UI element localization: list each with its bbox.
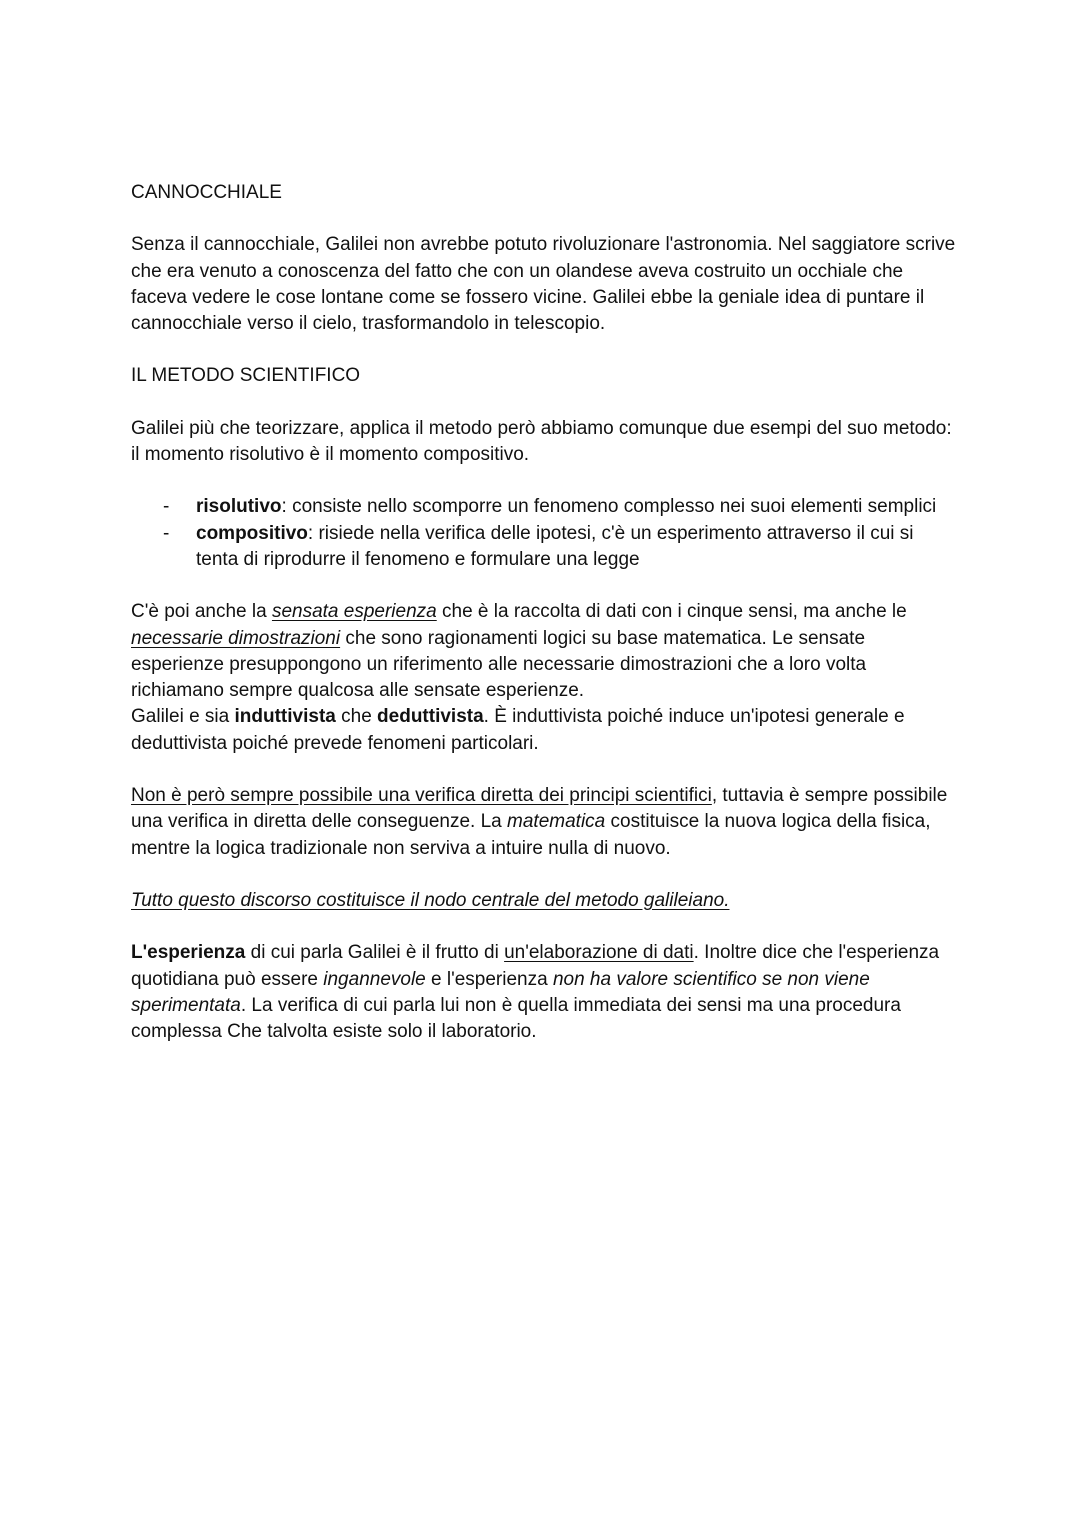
term-deduttivista: deduttivista xyxy=(377,706,484,728)
term-ingannevole: ingannevole xyxy=(323,968,426,990)
text-run: che xyxy=(335,706,378,728)
section-heading-metodo: IL METODO SCIENTIFICO xyxy=(131,365,361,387)
document-page xyxy=(131,180,961,1071)
list-item xyxy=(163,521,961,574)
paragraph-induttivista xyxy=(131,704,961,757)
paragraph-nodo-centrale xyxy=(131,888,961,914)
text-run: di cui parla Galilei è il frutto di xyxy=(245,942,505,964)
text-run: che è la raccolta di dati con i cinque sensi, ma anche le xyxy=(436,601,907,623)
list-item xyxy=(163,494,961,520)
text-run: costituisce la nuova logica della fisica, mentre la logica tradizionale non serviva a intuire nulla di nuovo. xyxy=(131,811,931,859)
underlined-statement: Non è però sempre possibile una verifica diretta dei principi scientifici xyxy=(131,785,712,807)
paragraph-verifica xyxy=(131,783,961,862)
term-risolutivo: risolutivo xyxy=(196,496,282,518)
text-run: . È induttivista poiché induce un'ipotesi generale e deduttivista poiché prevede fenomeni particolari. xyxy=(131,706,905,754)
underlined-italic-statement: Tutto questo discorso costituisce il nodo centrale del metodo galileiano. xyxy=(131,889,730,911)
paragraph-esperienza xyxy=(131,940,961,1045)
dash-bullet: - xyxy=(163,522,170,544)
text-run: che sono ragionamenti logici su base matematica. Le sensate esperienze presuppongono un riferimento alle necessarie dimostrazioni che a loro volta richiamano sempre qualcosa alle sensate esperienze. xyxy=(131,627,867,702)
paragraph-cannocchiale: Senza il cannocchiale, Galilei non avrebbe potuto rivoluzionare l'astronomia. Nel saggiatore scrive che era venuto a conoscenza del fatto che con un olandese aveva costruito un occhiale che faceva vedere le cose lontane come se fossero vicine. Galilei ebbe la geniale idea di puntare il cannocchiale verso il cielo, trasformandolo in telescopio. xyxy=(131,234,956,335)
definition-risolutivo: : consiste nello scomporre un fenomeno complesso nei suoi elementi semplici xyxy=(281,496,937,518)
text-run: e l'esperienza xyxy=(425,968,553,990)
paragraph-metodo-intro: Galilei più che teorizzare, applica il metodo però abbiamo comunque due esempi del suo metodo: il momento risolutivo è il momento compositivo. xyxy=(131,417,952,466)
text-run: . La verifica di cui parla lui non è quella immediata dei sensi ma una procedura complessa Che talvolta esiste solo il laboratorio. xyxy=(131,994,901,1043)
text-run: C'è poi anche la xyxy=(131,601,272,623)
underlined-elaborazione: un'elaborazione di dati xyxy=(504,942,694,964)
dash-bullet: - xyxy=(163,496,170,518)
text-run: Galilei e sia xyxy=(131,706,235,728)
term-compositivo: compositivo xyxy=(196,522,308,544)
text-run: , tuttavia è sempre possibile una verifica in diretta delle conseguenze. La xyxy=(131,785,948,833)
term-esperienza: L'esperienza xyxy=(131,942,246,964)
term-induttivista: induttivista xyxy=(234,706,336,728)
term-matematica: matematica xyxy=(507,811,606,833)
italic-statement: non ha valore scientifico se non viene sperimentata xyxy=(131,968,870,1016)
term-sensata-esperienza: sensata esperienza xyxy=(271,601,437,623)
section-heading-cannocchiale: CANNOCCHIALE xyxy=(131,182,282,203)
term-necessarie-dimostrazioni: necessarie dimostrazioni xyxy=(131,627,341,649)
definition-compositivo: : risiede nella verifica delle ipotesi, c'è un esperimento attraverso il cui si tenta di riprodurre il fenomeno e formulare una legge xyxy=(196,522,914,570)
text-run: . Inoltre dice che l'esperienza quotidiana può essere xyxy=(131,942,940,990)
paragraph-sensata-esperienza xyxy=(131,599,961,704)
method-moments-list xyxy=(131,494,961,573)
